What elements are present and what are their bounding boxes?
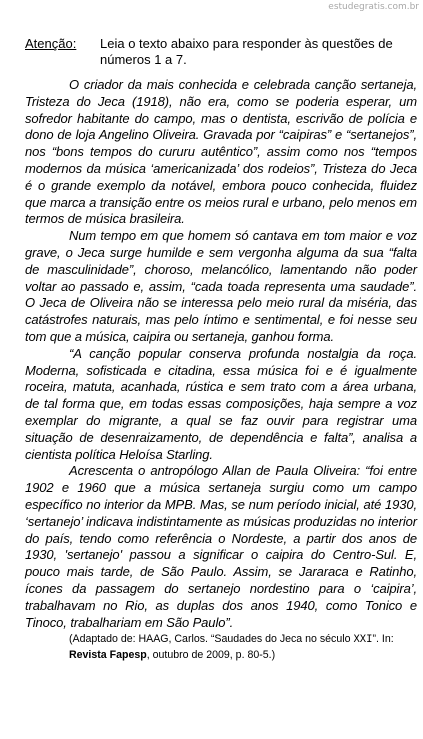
paragraph: Num tempo em que homem só cantava em tom maior e voz grave, o Jeca surge humilde e sem vergonha alguma da sua “falta de masculinidade”, choroso, melancólico, lamentando não poder voltar ao passado e, assim, “cada toada representa uma saudade”. O Jeca de Oliveira não se interessa pelo meio rural da miséria, das catástrofes naturais, mas pelo íntimo e sentimental, e foi nesse seu tom que a música, caipira ou sertaneja, ganhou forma. <box>25 228 417 344</box>
citation-text: (Adaptado de: HAAG, Carlos. “Saudades do Jeca no século <box>69 633 354 646</box>
document-body <box>25 36 417 663</box>
watermark: estudegratis.com.br <box>328 2 419 12</box>
paragraph: O criador da mais conhecida e celebrada canção sertaneja, Tristeza do Jeca (1918), não era, como se poderia esperar, um sofredor habitante do campo, mas o dentista, escrivão de polícia e dono de loja Angelino Oliveira. Gravada por “caipiras” e “sertanejos”, nos “bons tempos do cururu autêntico”, assim como nos “tempos modernos da música ‘americanizada’ dos rodeios”, Tristeza do Jeca é o grande exemplo da notável, embora pouco conhecida, fluidez que marca a transição entre os meios rural e urbano, pelo menos em termos de música brasileira. <box>25 77 417 227</box>
citation-century: XXI <box>353 634 373 647</box>
attention-block <box>25 36 417 68</box>
attention-instruction: Leia o texto abaixo para responder às questões de números 1 a 7. <box>100 36 393 67</box>
citation-text: ”. In: <box>372 633 394 646</box>
citation-text: , outubro de 2009, p. 80-5.) <box>146 649 276 662</box>
paragraph: “A canção popular conserva profunda nostalgia da roça. Moderna, sofisticada e citadina, essa música foi e é igualmente roceira, matuta, acanhada, rústica e sem trato com a área urbana, de tal forma que, em todas essas composições, haja sempre a voz exemplar do migrante, a qual se faz ouvir para registrar uma situação de desenraizamento, de dependência e falta”, analisa a cientista política Heloísa Starling. <box>25 345 417 462</box>
source-citation <box>25 632 417 663</box>
reading-text <box>25 77 417 631</box>
paragraph: Acrescenta o antropólogo Allan de Paula Oliveira: “foi entre 1902 e 1960 que a música sertaneja surgiu como um campo específico no interior da MPB. Mas, se num período inicial, até 1930, ‘sertanejo’ indicava indistintamente as músicas produzidas no interior do país, tendo como referência o Nordeste, a partir dos anos de 1930, 'sertanejo' passou a significar o caipira do Centro-Sul. E, pouco mais tarde, de São Paulo. Assim, se Jararaca e Ratinho, ícones da passagem do sertanejo nordestino para o ‘caipira’, trabalhavam no Rio, as duplas dos anos 1940, como Tonico e Tinoco, trabalhariam em São Paulo”. <box>25 463 417 630</box>
attention-label: Atenção: <box>25 36 77 51</box>
citation-journal: Revista Fapesp <box>69 649 147 662</box>
